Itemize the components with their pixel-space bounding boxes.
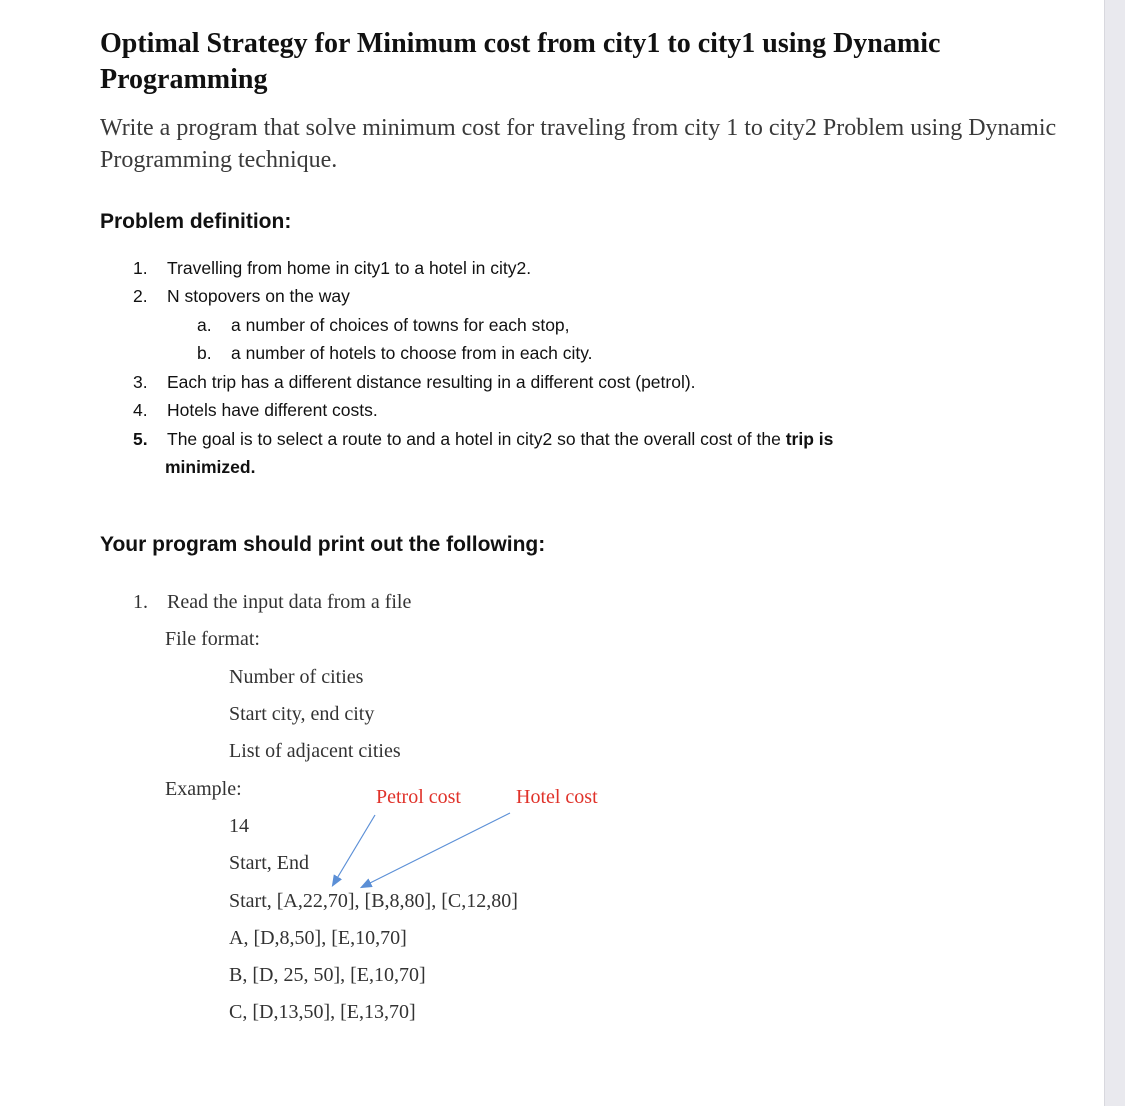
hotel-cost-arrow (362, 813, 510, 887)
document-title: Optimal Strategy for Minimum cost from city1 to city1 using Dynamic Programming (100, 28, 941, 95)
list-item: 3. Each trip has a different distance resulting in a different cost (petrol). (133, 372, 696, 392)
sub-list-item: b. a number of hotels to choose from in each city. (197, 343, 593, 363)
intro-paragraph: Write a program that solve minimum cost for traveling from city 1 to city2 Problem using Dynamic Programming technique. (100, 115, 1057, 173)
problem-definition-heading: Problem definition: (100, 210, 292, 233)
list-item: 4. Hotels have different costs. (133, 400, 378, 420)
example-line: B, [D, 25, 50], [E,10,70] (229, 964, 426, 986)
example-line: C, [D,13,50], [E,13,70] (229, 1001, 416, 1023)
example-line: Start, [A,22,70], [B,8,80], [C,12,80] (229, 890, 518, 912)
list-item: 1. Travelling from home in city1 to a hotel in city2. (133, 258, 532, 278)
petrol-cost-annotation: Petrol cost (376, 786, 461, 808)
list-item: 5. The goal is to select a route to and a hotel in city2 so that the overall cost of the trip is (133, 429, 834, 449)
example-line: 14 (229, 815, 249, 837)
example-label: Example: (165, 778, 242, 800)
file-format-label: File format: (165, 628, 260, 650)
list-item: 1. Read the input data from a file (133, 591, 412, 613)
format-line: Start city, end city (229, 703, 375, 725)
example-line: Start, End (229, 852, 309, 874)
example-line: A, [D,8,50], [E,10,70] (229, 927, 407, 949)
list-item: 2. N stopovers on the way (133, 286, 350, 306)
format-line: Number of cities (229, 666, 364, 688)
petrol-cost-arrow (333, 815, 375, 885)
output-heading: Your program should print out the following: (100, 533, 546, 556)
vertical-scrollbar[interactable] (1104, 0, 1125, 1106)
format-line: List of adjacent cities (229, 740, 401, 762)
hotel-cost-annotation: Hotel cost (516, 786, 598, 808)
sub-list-item: a. a number of choices of towns for each stop, (197, 315, 570, 335)
list-item-continuation: minimized. (165, 457, 256, 477)
